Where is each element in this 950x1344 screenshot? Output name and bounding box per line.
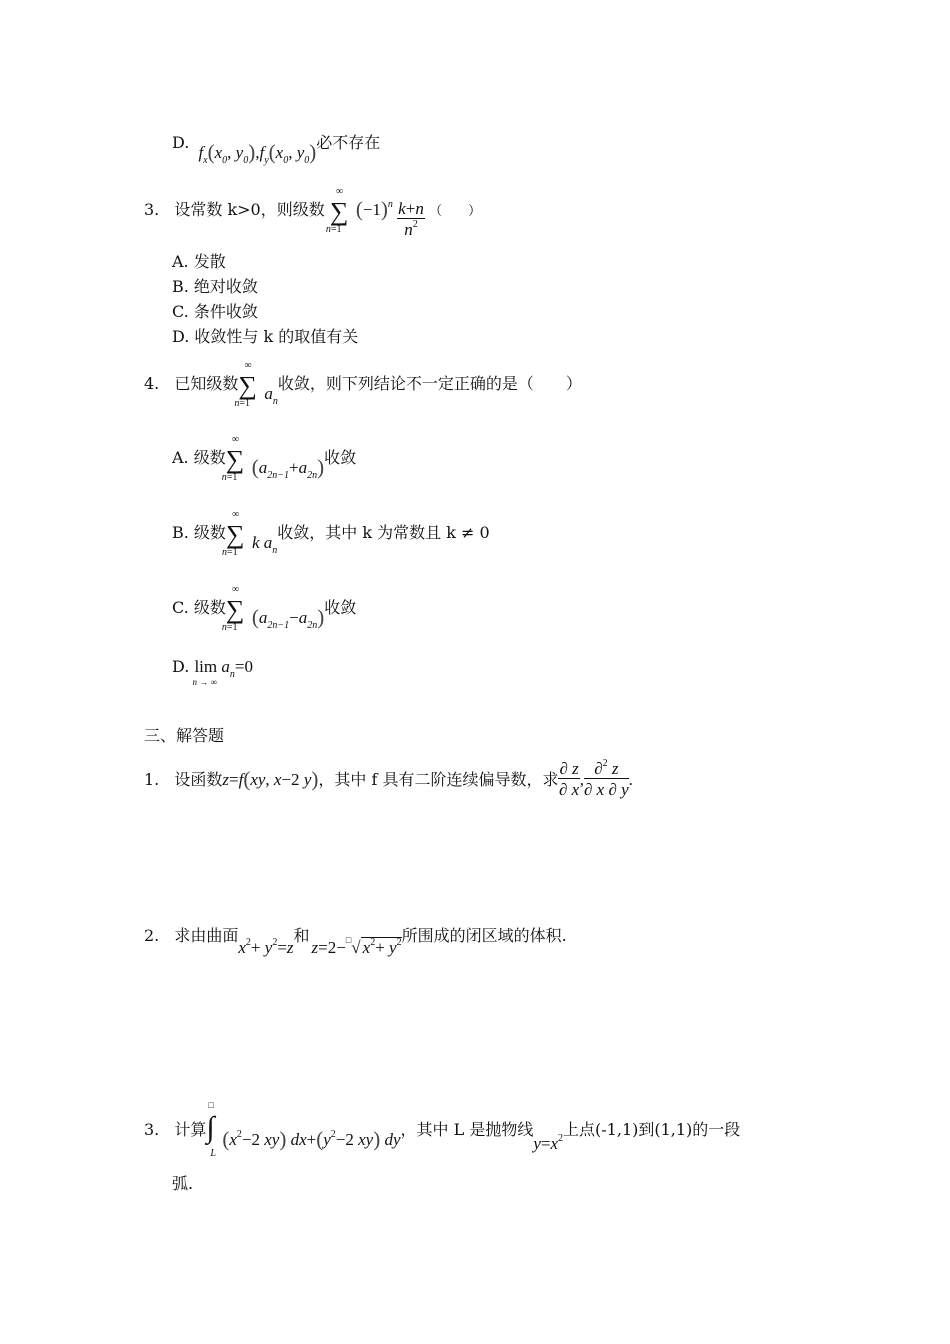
question-text: 上点(-1,1)到(1,1)的一段 (563, 1119, 741, 1139)
q4-option-d (172, 657, 253, 687)
sum-symbol: ∞ ∑ n=1 (221, 434, 245, 483)
question-number: 2. (144, 926, 160, 945)
option-text: 收敛 (324, 447, 357, 467)
q4-option-a (172, 434, 357, 483)
formula-series: ∞ ∑ n=1 $(-1)^n$ $\frac{k+n}{n^2}$ (325, 186, 424, 239)
question-number: 3. (144, 1119, 160, 1139)
question-text: 设常数 k>0，则级数 (174, 199, 325, 219)
p3-continuation: 弧. (172, 1174, 194, 1193)
formula-surface-1: $x^2+ y^2=z$ (238, 937, 294, 957)
q3-option-d: D. 收敛性与 k 的取值有关 (172, 327, 359, 346)
q3-option-b: B. 绝对收敛 (172, 277, 258, 296)
p1-stem (144, 758, 633, 800)
q3-stem (144, 186, 482, 239)
question-text: 已知级数 (174, 373, 239, 393)
sum-symbol: ∞ ∑ n=1 (325, 186, 349, 235)
formula-parabola: $y=x^2$ (533, 1132, 564, 1153)
question-text: 求由曲面 (174, 926, 239, 945)
question-text: 计算 (174, 1119, 207, 1139)
option-text: 收敛 (324, 597, 357, 617)
question-number: 1. (144, 769, 160, 789)
formula-derivatives: $\frac{\partial z}{\partial x}$ , $\frac{\partial^2 z}{\partial x \partial y}$ . (559, 758, 633, 799)
question-number: 3. (144, 199, 160, 219)
q4-stem (144, 360, 582, 409)
section-title: 三、解答题 (144, 726, 225, 745)
formula-function: z=f(xy, x−2 y) (222, 766, 319, 791)
option-label: D. (172, 133, 190, 152)
formula-limit: lim n → ∞ $a_n=0$ (192, 657, 253, 687)
option-text: A. 级数 (172, 447, 226, 467)
formula-series: ∞ ∑ n=1 $(a_{2n-1}+a_{2n})$ (221, 434, 325, 483)
p2-stem (144, 926, 567, 957)
option-text: C. 级数 (172, 597, 226, 617)
formula-surface-2: z=2−□√ $x^2+ y^2$ (311, 935, 402, 957)
question-text: 所围成的闭区域的体积. (401, 926, 567, 945)
integral-symbol: □ ∫ L (206, 1100, 216, 1159)
question-text: 设函数 (174, 769, 223, 789)
q4-option-b (172, 509, 490, 558)
question-text: 和 (293, 926, 310, 945)
formula-series: ∞ ∑ n=1 $a_n$ (234, 360, 278, 409)
q4-option-c (172, 584, 357, 633)
sum-symbol: ∞ ∑ n=1 (221, 584, 245, 633)
option-label: D. (172, 657, 190, 676)
option-text: 收敛，其中 k 为常数且 k ≠ 0 (277, 522, 490, 542)
answer-paren: （ ） (429, 203, 482, 219)
formula-series: ∞ ∑ n=1 k $a_n$ (221, 509, 278, 558)
question-number: 4. (144, 373, 160, 393)
q3-option-a: A. 发散 (172, 252, 226, 271)
formula-line-integral: □ ∫ L ($x^2-2$ xy) $dx+(y^2-2$ xy) dy (206, 1100, 401, 1159)
question-text: ，其中 L 是抛物线 (400, 1119, 534, 1139)
formula-partials: $f_x(x_0$, $y_0),f_y(x_0$, $y_0$) (198, 140, 317, 166)
sum-symbol: ∞ ∑ n=1 (221, 509, 245, 558)
question-text: 收敛，则下列结论不一定正确的是（ ） (277, 373, 582, 393)
formula-series: ∞ ∑ n=1 $(a_{2n-1}-a_{2n})$ (221, 584, 325, 633)
sum-symbol: ∞ ∑ n=1 (234, 360, 257, 409)
option-text: B. 级数 (172, 522, 226, 542)
option-text: 必不存在 (316, 133, 381, 152)
question-text: ，其中 f 具有二阶连续偏导数，求 (318, 769, 559, 789)
q3-option-c: C. 条件收敛 (172, 302, 258, 321)
p3-stem (144, 1100, 741, 1159)
q2-option-d (172, 131, 381, 166)
